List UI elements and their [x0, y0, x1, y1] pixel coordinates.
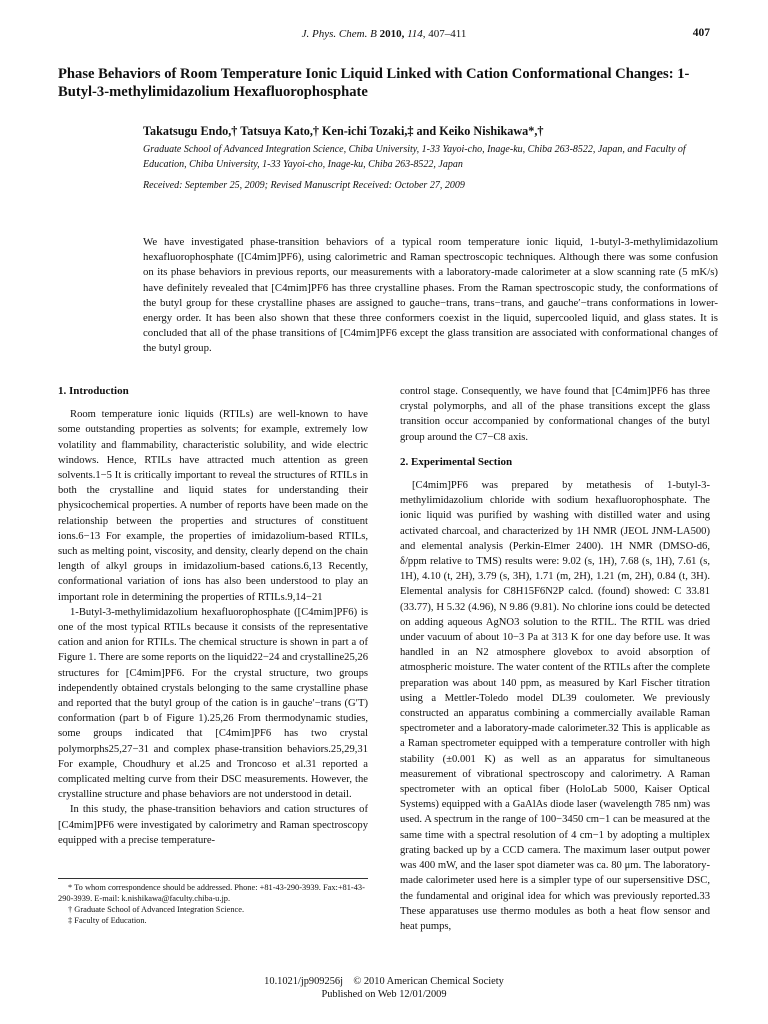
author-list: Takatsugu Endo,† Tatsuya Kato,† Ken-ichi Tozaki,‡ and Keiko Nishikawa*,†	[143, 124, 544, 138]
section-heading-experimental: 2. Experimental Section	[400, 455, 513, 468]
intro-continuation: control stage. Consequently, we have found that [C4mim]PF6 has three crystal polymorphs, and all of the phase transitions except the glass transition occur accompanied by conformational changes of the butyl group around the C7−C8 axis.	[400, 386, 710, 443]
running-header	[0, 28, 768, 40]
journal-year: 2010,	[379, 28, 405, 40]
abstract: We have investigated phase-transition behaviors of a typical room temperature ionic liquid, 1-butyl-3-methylimidazolium hexafluorophosphate ([C4mim]PF6), using calorimetric and Raman spectroscopic techniques. Although there was some confusion on its phase behaviors in previous reports, our measurements with a laboratory-made calorimeter at a slow scanning rate (5 mK/s) have definitely revealed that [C4mim]PF6 has three crystalline phases. From the Raman spectroscopic study, the conformations of the butyl group for these crystalline phases are assigned to gauche−trans, trans−trans, and gauche′−trans conformations in lower-energy order. It has been also shown that these three conformers coexist in the liquid, supercooled liquid, and glass states. It is concluded that all of the phase transitions of [C4mim]PF6 except the glass transition are associated with conformational changes of the butyl group.	[143, 236, 718, 355]
published-date: Published on Web 12/01/2009	[321, 989, 447, 1000]
intro-paragraph-1: Room temperature ionic liquids (RTILs) are well-known to have some outstanding properties as solvents; for example, extremely low volatility and flammability, characteristic solubility, and wide electric windows. Hence, RTILs have attracted much attention as green solvents.1−5 It is critically important to reveal the structures of RTILs in both the crystalline and liquid states for understanding their physicochemical properties. A number of reports have been made on the relationship between the properties and structures of constituent ions.6−13 For example, the properties of imidazolium-based RTILs, such as melting point, viscosity, and density, clearly depend on the chain length of alkyl groups in imidazolium-based cations.6,13 Recently, conformational variation of ions has also been understood to play an important role in determining the properties of RTILs.9,14−21	[58, 409, 368, 603]
affiliation: Graduate School of Advanced Integration Science, Chiba University, 1-33 Yayoi-cho, Inage-ku, Chiba 263-8522, Japan, and Faculty of Education, Chiba University, 1-33 Yayoi-cho, Inage-ku, Chiba 263-8522, Japan	[143, 144, 686, 170]
footnote-affiliation-1: † Graduate School of Advanced Integration Science.	[68, 905, 245, 914]
page-number: 407	[692, 27, 710, 39]
footnote-correspondence: * To whom correspondence should be addressed. Phone: +81-43-290-3939. Fax:+81-43-290-3939. E-mail: k.nishikawa@faculty.chiba-u.jp.	[58, 883, 365, 903]
journal-pages: 407–411	[428, 28, 467, 40]
intro-paragraph-2: 1-Butyl-3-methylimidazolium hexafluorophosphate ([C4mim]PF6) is one of the most typical RTILs because it consists of the representative cation and anion for RTILs. The chemical structure is shown in part a of Figure 1. There are some reports on the liquid22−24 and crystalline25,26 structures for [C4mim]PF6. For the crystal structure, two groups independently obtained crystals belonging to the same crystalline phase and reported that the butyl group of the cation is in gauche′−trans (G′T) conformation (part b of Figure 1).25,26 From thermodynamic studies, some groups indicated that [C4mim]PF6 has two crystal polymorphs25,27−31 and complex phase-transition behaviors.25,29,31 For example, Choudhury et al.25 and Troncoso et al.31 reported a complicated melting curve from their DSC measurements. However, the crystalline structure and phase behaviors are not understood in detail.	[58, 606, 368, 801]
article-title: Phase Behaviors of Room Temperature Ionic Liquid Linked with Cation Conformational Changes: 1-Butyl-3-methylimidazolium Hexafluorophosphate	[58, 66, 690, 100]
journal-name: J. Phys. Chem. B	[301, 28, 377, 40]
left-column	[58, 384, 368, 848]
section-heading-introduction: 1. Introduction	[58, 385, 129, 397]
received-dates: Received: September 25, 2009; Revised Manuscript Received: October 27, 2009	[143, 180, 465, 191]
intro-paragraph-3: In this study, the phase-transition behaviors and cation structures of [C4mim]PF6 were investigated by calorimetry and Raman spectroscopy equipped with a precise temperature-	[58, 804, 368, 846]
doi-copyright: 10.1021/jp909256j © 2010 American Chemical Society	[264, 976, 504, 987]
journal-volume: 114,	[407, 28, 426, 40]
page-footer	[0, 975, 768, 1001]
footnote-affiliation-2: ‡ Faculty of Education.	[68, 916, 147, 925]
right-column	[400, 384, 710, 934]
footnotes	[58, 878, 368, 926]
experimental-paragraph-1: [C4mim]PF6 was prepared by metathesis of 1-butyl-3-methylimidazolium chloride with sodium hexafluorophosphate. The ionic liquid was purified by washing with distilled water and using activated charcoal, and characterized by 1H NMR (JEOL JNM-LA500) and elemental analysis (Perkin-Elmer 2400). 1H NMR (DMSO-d6, δ/ppm relative to TMS) results were: 9.02 (s, 1H), 7.68 (s, 1H), 7.61 (s, 1H), 4.10 (t, 2H), 3.79 (s, 3H), 1.71 (m, 2H), 1.21 (m, 2H), 0.84 (t, 3H). Elemental analysis for C8H15F6N2P calcd. (found) showed: C 33.81 (33.77), H 5.32 (4.96), N 9.86 (9.81). No chlorine ions could be detected on adding aqueous AgNO3 solution to the RTIL. The RTIL was dried under vacuum of about 10−3 Pa at 313 K for one day before use. It was handled in an N2 atmosphere glovebox to avoid absorption of atmospheric moisture. The water content of the RTILs after the complete preparation was about 140 ppm, as measured by Karl Fischer titration using a Mettler-Toledo model DL39 coulometer. We previously constructed an apparatus combining a commercially available Raman spectrometer and a laboratory-made calorimeter.32 This is applicable as a Raman spectrometer equipped with a temperature controller with high stability (±0.001 K) as well as an apparatus for simultaneous measurement of vibrational spectroscopy and calorimetry. A Raman spectrometer with an optical fiber (HoloLab 5000, Kaiser Optical Systems) equipped with a GaAlAs diode laser (wavelength 785 nm) was used. A spectrum in the range of 100−3450 cm−1 can be measured at the same time with a spectral resolution of 4 cm−1 by adopting a multiplex grating backed up by a CCD camera. The maximum laser output power was 400 mW, and the laser spot diameter was ca. 80 μm. The laboratory-made calorimeter used here is a simpler type of our supersensitive DSC, the fundamental and original idea for which was previously reported.33 These apparatuses use thermo modules as both a heat flow sensor and heat pumps,	[400, 480, 710, 932]
